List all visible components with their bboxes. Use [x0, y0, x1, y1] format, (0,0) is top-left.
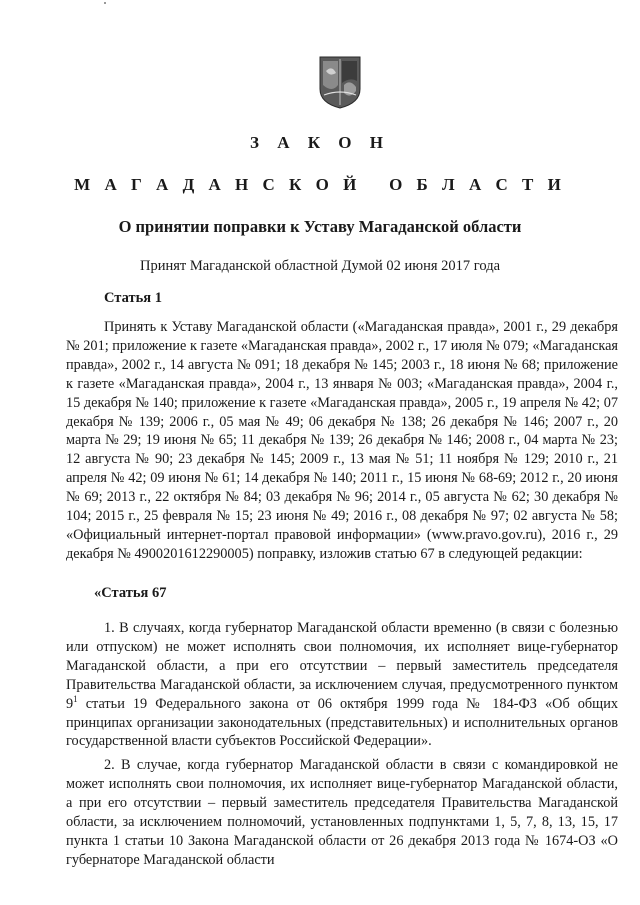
clause-1-text-a: 1. В случаях, когда губернатор Магаданской области временно (в связи с болезнью или отпуском) не может исполнять свои полномочия, их исполняет вице-губернатор Магаданской области, а при его отсутствии – первый заместитель председателя Правительства Магаданской области, за исключением случая, предусмотренного пунктом 9	[66, 620, 618, 712]
article-67-clause-2	[66, 756, 618, 869]
article-1-paragraph: Принять к Уставу Магаданской области («Магаданская правда», 2001 г., 29 декабря № 201; приложение к газете «Магаданская правда», 2002 г., 17 июля № 079; «Магаданская правда», 2002 г., 14 августа № 091; 18 декабря № 145; 2003 г., 18 июня № 68; приложение к газете «Магаданская правда», 2004 г., 13 января № 003; «Магаданская правда», 2004 г., 15 декабря № 140; приложение к газете «Магаданская правда», 2005 г., 19 апреля № 42; 07 декабря № 139; 2006 г., 05 мая № 49; 06 декабря № 138; 26 декабря № 146; 2007 г., 20 марта № 29; 19 июня № 65; 11 декабря № 139; 26 декабря № 146; 2008 г., 04 марта № 23; 12 августа № 90; 23 декабря № 145; 2009 г., 13 мая № 51; 11 ноября № 129; 2010 г., 21 апреля № 42; 09 июня № 61; 14 декабря № 140; 2011 г., 15 июня № 68-69; 2012 г., 20 июня № 69; 2013 г., 22 октября № 84; 03 декабря № 96; 2014 г., 05 августа № 62; 30 декабря № 104; 2015 г., 25 февраля № 15; 23 июня № 49; 2016 г., 08 декабря № 97; 02 августа № 58; «Официальный интернет-портал правовой информации» (www.pravo.gov.ru), 2016 г., 29 декабря № 4900201612290005) поправку, изложив статью 67 в следующей редакции:	[66, 319, 618, 562]
article-1-heading: Статья 1	[104, 290, 162, 306]
clause-2-text: 2. В случае, когда губернатор Магаданской области в связи с командировкой не может исполнять свои полномочия, их исполняет вице-губернатор Магаданской области, а при его отсутствии – первый заместитель председателя Правительства Магаданской области, за исключением полномочий, установленных подпунктами 1, 5, 7, 8, 13, 15, 17 пункта 1 статьи 10 Закона Магаданской области от 26 декабря 2013 года № 1674-ОЗ «О губернаторе Магаданской области	[66, 757, 618, 868]
article-67-heading: «Статья 67	[94, 585, 167, 601]
law-title: З А К О Н	[249, 133, 391, 152]
region-title: М А Г А Д А Н С К О Й О Б Л А С Т И	[74, 175, 566, 194]
article-1-body	[66, 318, 618, 564]
clause-1-text-b: статьи 19 Федерального закона от 06 октября 1999 года № 184-ФЗ «Об общих принципах организации законодательных (представительных) и исполнительных органов государственной власти субъектов Российской Федерации».	[66, 695, 618, 750]
clause-1-text	[66, 619, 618, 751]
adoption-note: Принят Магаданской областной Думой 02 июня 2017 года	[139, 258, 501, 274]
clause-1-superscript: 1	[73, 693, 78, 704]
law-subject: О принятии поправки к Уставу Магаданской области	[118, 217, 522, 236]
scan-dot	[104, 2, 106, 4]
article-67-clause-1	[66, 619, 618, 751]
magadan-coat-of-arms-icon	[318, 55, 362, 109]
